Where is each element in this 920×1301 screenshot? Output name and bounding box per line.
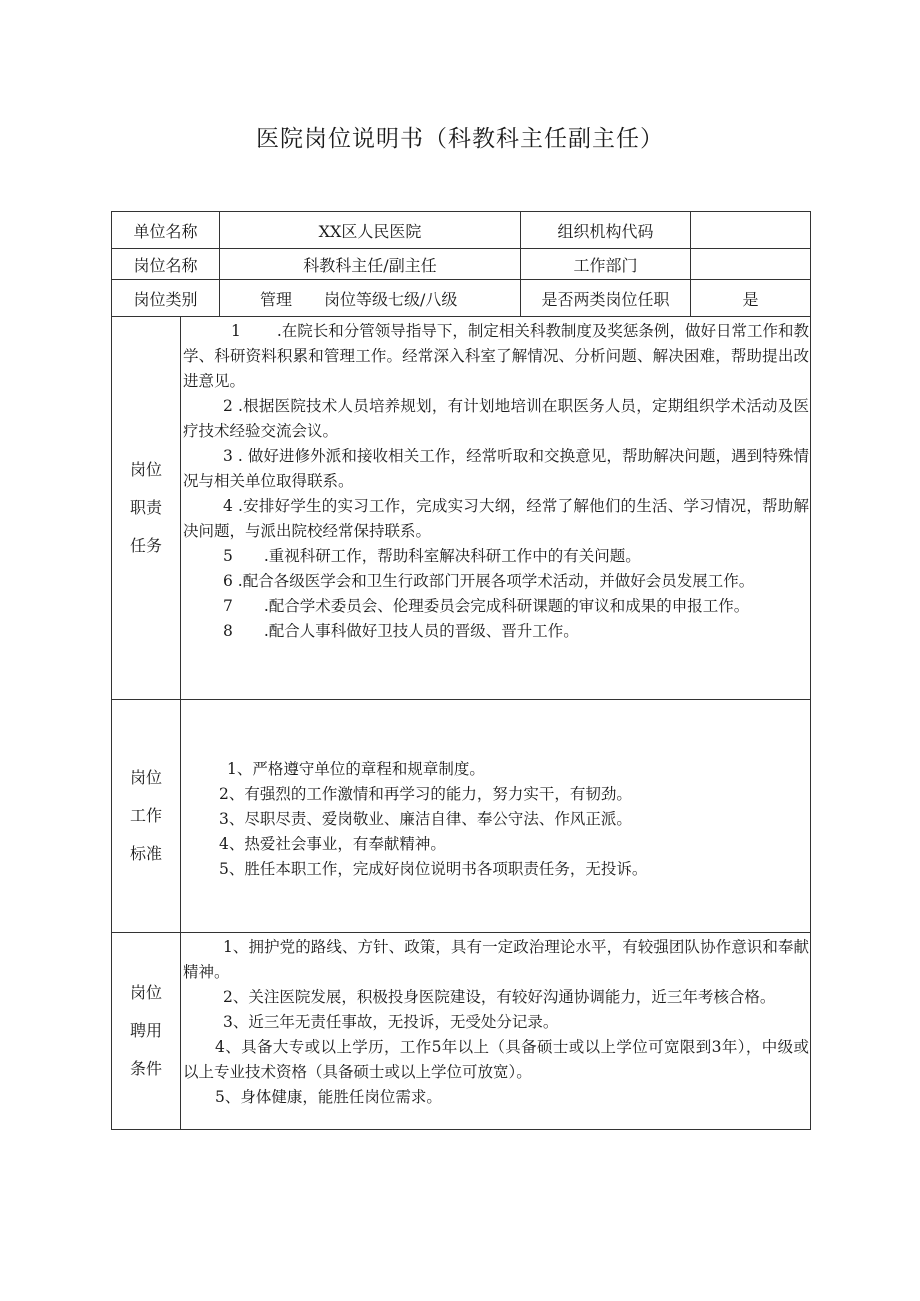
hiring-item: 1、拥护党的路线、方针、政策，具有一定政治理论水平，有较强团队协作意识和奉献精神。 bbox=[183, 938, 809, 981]
job-description-table bbox=[111, 211, 811, 1130]
org-code-value bbox=[690, 212, 810, 248]
row-duties bbox=[112, 316, 810, 699]
duties-label: 岗位 职责 任务 bbox=[129, 460, 162, 555]
standard-item: 2、有强烈的工作激情和再学习的能力，努力实干，有韧劲。 bbox=[219, 785, 632, 803]
duty-item: 5 .重视科研工作，帮助科室解决科研工作中的有关问题。 bbox=[223, 547, 641, 565]
duty-item: 6 .配合各级医学会和卫生行政部门开展各项学术活动，并做好会员发展工作。 bbox=[223, 572, 755, 590]
standard-item: 3、尽职尽责、爱岗敬业、廉洁自律、奉公守法、作风正派。 bbox=[219, 810, 632, 828]
row-position bbox=[112, 248, 810, 279]
row-hiring bbox=[112, 932, 810, 1129]
standard-item: 5、胜任本职工作，完成好岗位说明书各项职责任务，无投诉。 bbox=[219, 860, 648, 878]
row-standards bbox=[112, 699, 810, 932]
standards-content bbox=[180, 700, 809, 932]
dept-label: 工作部门 bbox=[520, 249, 690, 279]
hiring-item: 5、身体健康，能胜任岗位需求。 bbox=[215, 1088, 442, 1106]
standards-label: 岗位 工作 标准 bbox=[129, 768, 162, 863]
duty-item: 4 .安排好学生的实习工作，完成实习大纲，经常了解他们的生活、学习情况，帮助解决问题，与派出院校经常保持联系。 bbox=[183, 497, 809, 540]
dual-post-value: 是 bbox=[690, 280, 810, 316]
hiring-item: 4、具备大专或以上学历，工作5年以上（具备硕士或以上学位可宽限到3年），中级或以上专业技术资格（具备硕士或以上学位可放宽）。 bbox=[183, 1038, 809, 1081]
page-title: 医院岗位说明书（科教科主任副主任） bbox=[256, 126, 664, 152]
duties-content bbox=[180, 317, 809, 699]
category-value: 管理 岗位等级七级/八级 bbox=[219, 280, 520, 316]
hiring-label: 岗位 聘用 条件 bbox=[129, 983, 162, 1078]
standard-item: 4、热爱社会事业，有奉献精神。 bbox=[219, 835, 446, 853]
duty-item: 1 .在院长和分管领导指导下，制定相关科教制度及奖惩条例，做好日常工作和教学、科研资料积累和管理工作。经常深入科室了解情况、分析问题、解决困难，帮助提出改进意见。 bbox=[183, 322, 809, 390]
unit-label: 单位名称 bbox=[133, 221, 198, 241]
dept-value bbox=[690, 249, 810, 279]
category-label: 岗位类别 bbox=[133, 289, 198, 309]
duty-item: 2 .根据医院技术人员培养规划，有计划地培训在职医务人员，定期组织学术活动及医疗技术经验交流会议。 bbox=[183, 397, 809, 440]
unit-value: XX区人民医院 bbox=[219, 212, 520, 248]
hiring-content bbox=[180, 933, 809, 1129]
hiring-item: 3、近三年无责任事故，无投诉，无受处分记录。 bbox=[223, 1013, 559, 1031]
org-code-label: 组织机构代码 bbox=[520, 212, 690, 248]
duty-item: 8 .配合人事科做好卫技人员的晋级、晋升工作。 bbox=[223, 622, 579, 640]
position-label: 岗位名称 bbox=[133, 255, 198, 275]
hiring-item: 2、关注医院发展，积极投身医院建设，有较好沟通协调能力，近三年考核合格。 bbox=[223, 988, 776, 1006]
duty-item: 3 . 做好进修外派和接收相关工作，经常听取和交换意见，帮助解决问题，遇到特殊情况与相关单位取得联系。 bbox=[183, 447, 809, 490]
row-unit bbox=[112, 212, 810, 248]
row-category bbox=[112, 279, 810, 316]
dual-post-label: 是否两类岗位任职 bbox=[520, 280, 690, 316]
duty-item: 7 .配合学术委员会、伦理委员会完成科研课题的审议和成果的申报工作。 bbox=[223, 597, 750, 615]
position-value: 科教科主任/副主任 bbox=[219, 249, 520, 279]
standard-item: 1、严格遵守单位的章程和规章制度。 bbox=[227, 760, 485, 778]
